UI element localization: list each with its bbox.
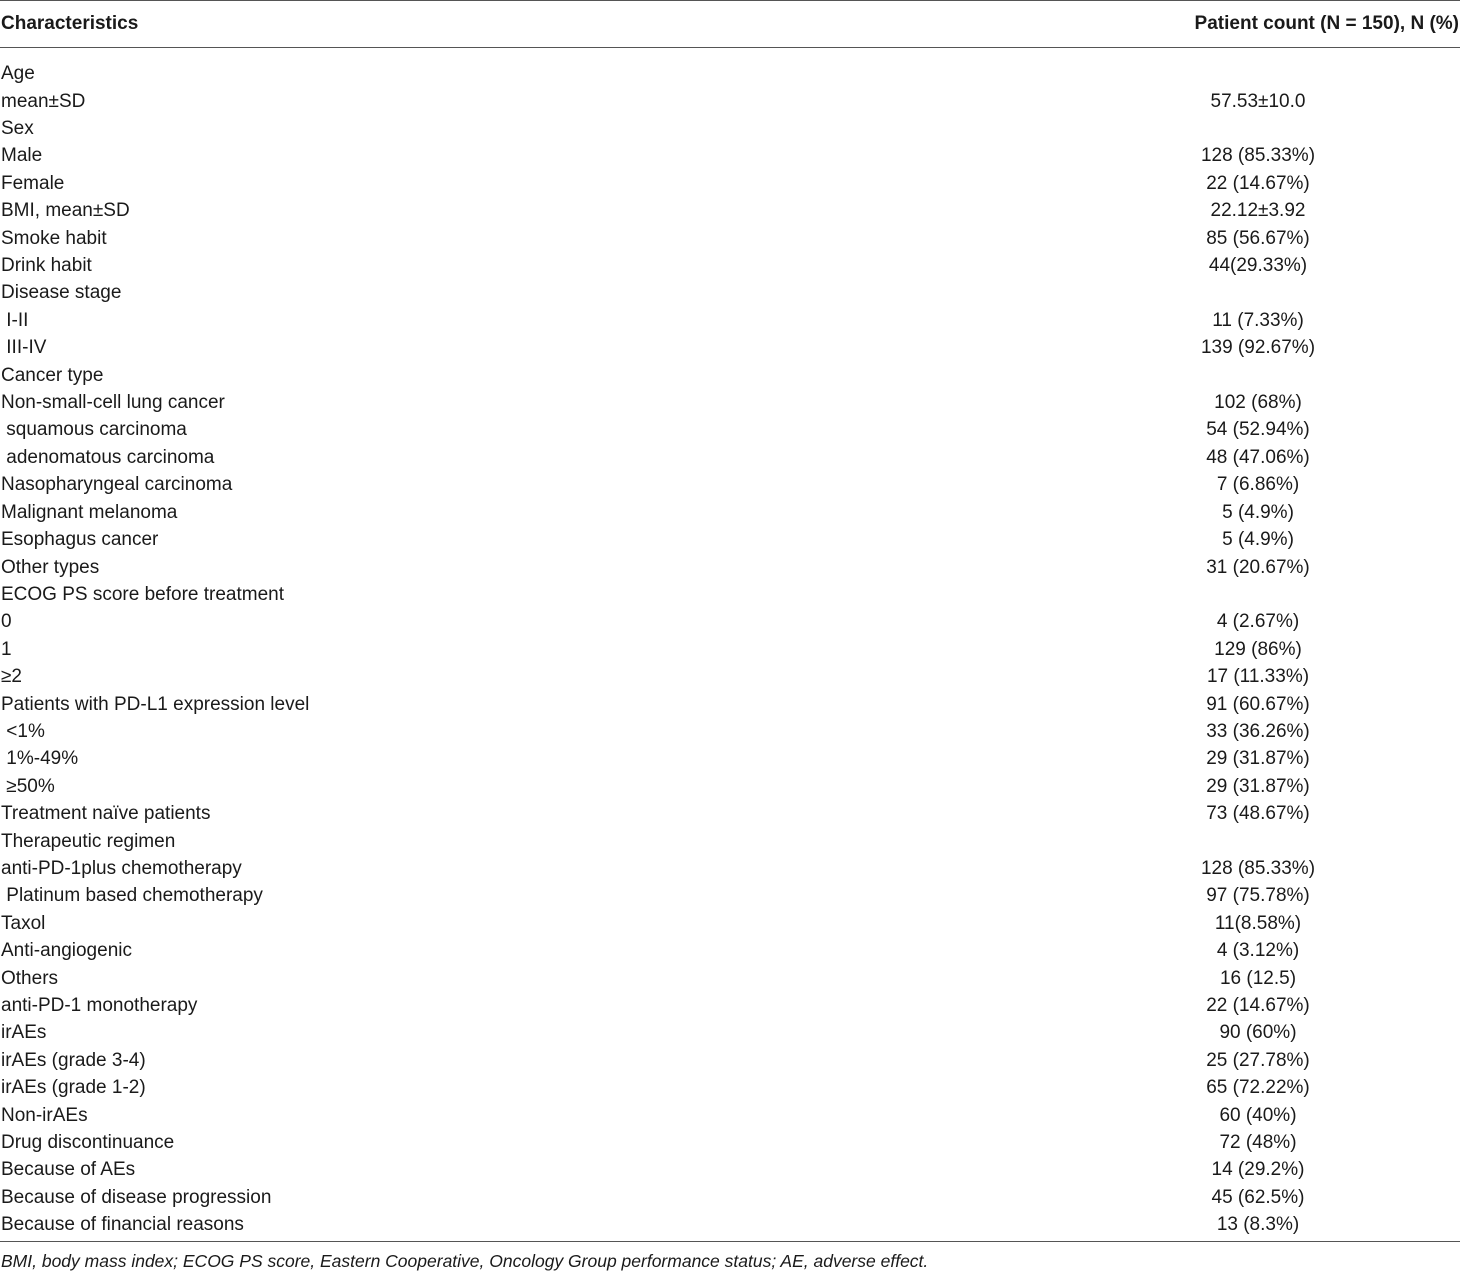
row-label: 1 [1, 638, 12, 660]
row-label: Other types [1, 556, 100, 578]
row-value: 102 (68%) [1214, 392, 1302, 414]
table-row [0, 745, 1460, 772]
row-label: 0 [1, 611, 12, 633]
row-label: Non-irAEs [1, 1104, 88, 1126]
row-label: Age [1, 63, 35, 85]
row-label: Platinum based chemotherapy [1, 885, 263, 907]
table-row [0, 581, 1460, 608]
row-label: Cancer type [1, 364, 104, 386]
row-value: 22 (14.67%) [1206, 172, 1310, 194]
table-row [0, 773, 1460, 800]
table-row [0, 307, 1460, 334]
table-row [0, 444, 1460, 471]
row-label: <1% [1, 720, 45, 742]
row-label: Nasopharyngeal carcinoma [1, 474, 233, 496]
table-row [0, 471, 1460, 498]
table-row [0, 224, 1460, 251]
table-row [0, 1184, 1460, 1211]
table-row [0, 636, 1460, 663]
table-row [0, 1019, 1460, 1046]
table-row [0, 1211, 1460, 1238]
header-characteristics: Characteristics [1, 13, 139, 34]
row-value: 22.12±3.92 [1210, 200, 1306, 222]
row-value: 91 (60.67%) [1206, 693, 1310, 715]
row-label: Taxol [1, 912, 46, 934]
row-value: 16 (12.5) [1219, 967, 1297, 989]
row-value: 90 (60%) [1219, 1022, 1297, 1044]
row-value: 65 (72.22%) [1206, 1077, 1310, 1099]
row-label: I-II [1, 309, 29, 331]
row-label: 1%-49% [1, 748, 79, 770]
row-value: 7 (6.86%) [1216, 474, 1300, 496]
row-label: Non-small-cell lung cancer [1, 392, 225, 414]
row-label: BMI, mean±SD [1, 200, 130, 222]
row-value: 25 (27.78%) [1206, 1049, 1310, 1071]
table-row [0, 910, 1460, 937]
table-row [0, 1156, 1460, 1183]
table-body [0, 48, 1460, 1241]
row-label: anti-PD-1plus chemotherapy [1, 857, 242, 879]
table-row [0, 334, 1460, 361]
row-value: 57.53±10.0 [1210, 90, 1306, 112]
row-label: ECOG PS score before treatment [1, 583, 285, 605]
table-row [0, 937, 1460, 964]
row-value: 97 (75.78%) [1206, 885, 1310, 907]
row-label: Therapeutic regimen [1, 830, 176, 852]
table-row [0, 115, 1460, 142]
table-row [0, 1129, 1460, 1156]
row-label: Drink habit [1, 255, 92, 277]
row-value: 129 (86%) [1214, 638, 1302, 660]
row-label: Patients with PD-L1 expression level [1, 693, 310, 715]
row-value: 73 (48.67%) [1206, 803, 1310, 825]
row-value: 17 (11.33%) [1206, 666, 1310, 688]
row-value: 4 (3.12%) [1216, 940, 1300, 962]
row-label: Anti-angiogenic [1, 940, 132, 962]
table-row [0, 1101, 1460, 1128]
table-row [0, 882, 1460, 909]
table-row [0, 499, 1460, 526]
row-value: 60 (40%) [1219, 1104, 1297, 1126]
row-label: Malignant melanoma [1, 501, 178, 523]
row-value: 13 (8.3%) [1216, 1214, 1300, 1236]
row-value: 45 (62.5%) [1211, 1186, 1305, 1208]
row-value: 5 (4.9%) [1222, 501, 1294, 523]
row-label: anti-PD-1 monotherapy [1, 995, 198, 1017]
table-row [0, 60, 1460, 87]
table-row [0, 416, 1460, 443]
header-patient-count: Patient count (N = 150), N (%) [1194, 13, 1459, 34]
row-value: 22 (14.67%) [1206, 995, 1310, 1017]
table-footnote: BMI, body mass index; ECOG PS score, Eastern Cooperative, Oncology Group performance status; AE, adverse effect. [1, 1251, 929, 1272]
table-row [0, 526, 1460, 553]
row-value: 11(8.58%) [1214, 912, 1302, 934]
table-row [0, 1047, 1460, 1074]
row-value: 54 (52.94%) [1206, 419, 1310, 441]
row-value: 14 (29.2%) [1211, 1159, 1305, 1181]
table-row [0, 389, 1460, 416]
row-label: Treatment naïve patients [1, 803, 211, 825]
table-row [0, 252, 1460, 279]
table-row [0, 87, 1460, 114]
row-label: ≥50% [1, 775, 55, 797]
row-value: 5 (4.9%) [1222, 529, 1294, 551]
row-label: Others [1, 967, 59, 989]
row-label: irAEs (grade 3-4) [1, 1049, 146, 1071]
table-row [0, 690, 1460, 717]
row-label: Smoke habit [1, 227, 107, 249]
table-row [0, 827, 1460, 854]
row-label: irAEs (grade 1-2) [1, 1077, 146, 1099]
row-value: 29 (31.87%) [1206, 775, 1310, 797]
row-label: Drug discontinuance [1, 1132, 175, 1154]
row-label: adenomatous carcinoma [1, 446, 215, 468]
table-row [0, 170, 1460, 197]
table-row [0, 855, 1460, 882]
table-row [0, 553, 1460, 580]
row-value: 11 (7.33%) [1212, 309, 1304, 331]
row-label: Esophagus cancer [1, 529, 159, 551]
row-label: Female [1, 172, 65, 194]
row-value: 31 (20.67%) [1206, 556, 1310, 578]
row-label: III-IV [1, 337, 47, 359]
row-label: Because of AEs [1, 1159, 136, 1181]
row-label: Because of disease progression [1, 1186, 272, 1208]
row-label: Sex [1, 118, 34, 140]
table-row [0, 663, 1460, 690]
row-value: 85 (56.67%) [1206, 227, 1310, 249]
row-value: 128 (85.33%) [1200, 857, 1316, 879]
row-value: 4 (2.67%) [1216, 611, 1300, 633]
table-row [0, 800, 1460, 827]
row-label: Because of financial reasons [1, 1214, 244, 1236]
row-label: irAEs [1, 1022, 47, 1044]
table-row [0, 608, 1460, 635]
table-row [0, 1074, 1460, 1101]
table-row [0, 197, 1460, 224]
row-value: 33 (36.26%) [1206, 720, 1310, 742]
row-label: squamous carcinoma [1, 419, 187, 441]
row-value: 44(29.33%) [1208, 255, 1308, 277]
table-row [0, 142, 1460, 169]
table-row [0, 964, 1460, 991]
table-row [0, 718, 1460, 745]
table-row [0, 279, 1460, 306]
row-label: Male [1, 145, 43, 167]
row-value: 128 (85.33%) [1200, 145, 1316, 167]
row-value: 72 (48%) [1219, 1132, 1297, 1154]
row-value: 48 (47.06%) [1206, 446, 1310, 468]
row-label: Disease stage [1, 282, 122, 304]
row-value: 139 (92.67%) [1200, 337, 1316, 359]
row-label: ≥2 [1, 666, 22, 688]
table-header [0, 1, 1460, 47]
table-row [0, 992, 1460, 1019]
row-label: mean±SD [1, 90, 86, 112]
row-value: 29 (31.87%) [1206, 748, 1310, 770]
table-row [0, 361, 1460, 388]
